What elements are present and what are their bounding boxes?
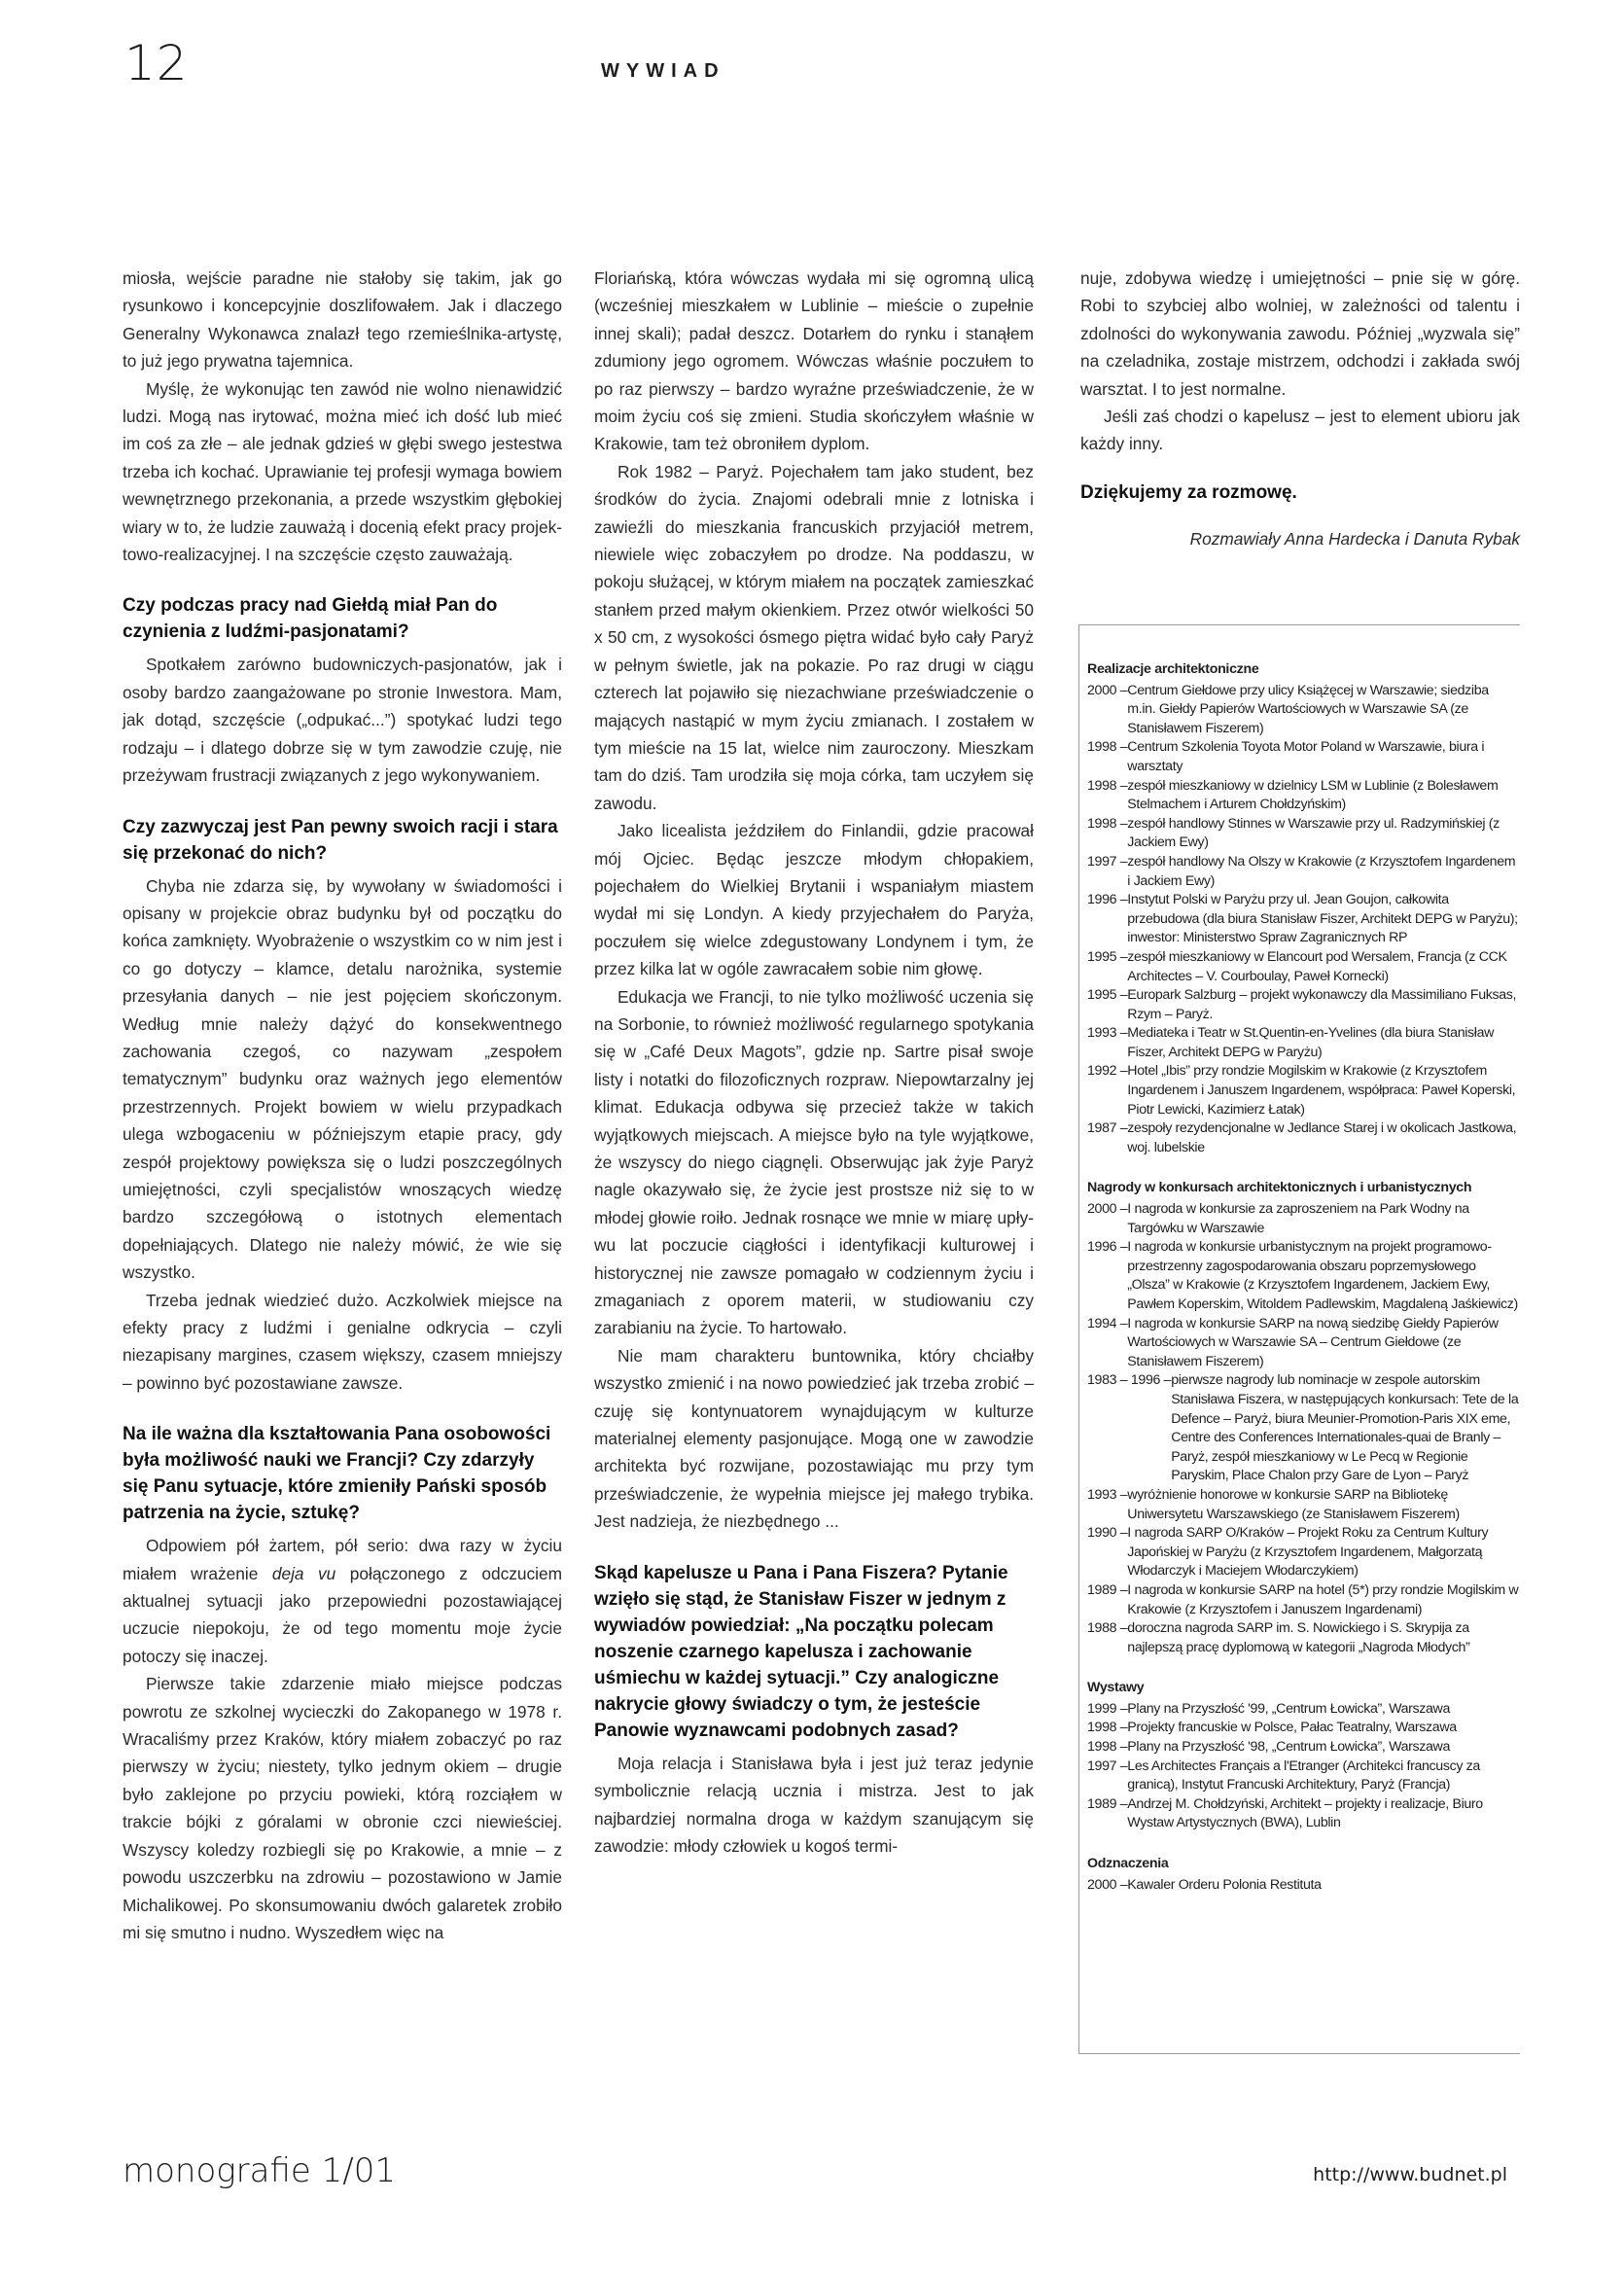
sidebar-item-text: Plany na Przyszłość '98, „Centrum Łowicka”, Warszawa (1127, 1739, 1450, 1756)
sidebar-item-year: 1993 – (1087, 1486, 1128, 1503)
answer-paragraph: Jeśli zaś chodzi o kapelusz – jest to element ubioru jak każdy inny. (1080, 407, 1520, 454)
sidebar-list-item (1087, 1719, 1520, 1738)
sidebar-item-text: zespół handlowy Na Olszy w Krakowie (z Krzysztofem Ingardenem i Jackiem Ewy) (1127, 853, 1516, 889)
closing-thanks: Dziękujemy za rozmowę. (1080, 481, 1297, 503)
section-label: WYWIAD (601, 60, 725, 82)
sidebar-list-item (1087, 1062, 1520, 1119)
sidebar-list-item (1087, 1795, 1520, 1833)
sidebar-item-text: zespół mieszkaniowy w Elancourt pod Wersalem, Francja (z CCK Architectes – V. Courboulay, Paweł Kornecki) (1127, 948, 1507, 984)
answer-paragraph: Rok 1982 – Paryż. Pojechałem tam jako student, bez środków do życia. Znajomi odebrali mnie z lotniska i zawieźli do mieszkania francuskich przyjaciół metrem, niewiele więc zobaczyłem po drodze. Na poddaszu, w pokoju służącej, w którym miałem na początek zamieszkać stanłem przed małym okienkiem. Przez otwór wielkości 50 x 50 cm, z wysokości ósmego piętra widać było cały Paryż w pełnym świetle, jak na pokazie. Po raz drugi w ciągu czterech lat pojawiło się niezachwiane przeświadczenie o mających nastąpić w mym życiu zmianach. I zostałem w tym mieście na 15 lat, wielce nim zauroczony. Mieszkam tam do dziś. Tam urodziła się moja córka, tam uczyłem się zawodu. (594, 461, 1034, 813)
article-column-3 (1080, 265, 1520, 552)
sidebar-item-text: Hotel „Ibis” przy rondzie Mogilskim w Krakowie (z Krzysztofem Ingardenem i Januszem Ingardenem, współpraca: Paweł Koperski, Piotr Lewicki, Kazimierz Łatak) (1127, 1063, 1516, 1118)
sidebar-section-title: Realizacje architektoniczne (1087, 661, 1259, 677)
sidebar-item-year: 1996 – (1087, 1239, 1128, 1256)
sidebar-item-text: pierwsze nagrody lub nominacje w zespole autorskim Stanisława Fiszera, w następujących konkursach: Tete de la Defence – Paryż, biura Meunier-Promotion-Paris XIX eme, Centre des Conferences Internationales-quai de Branly – Paryż, zespół mieszkaniowy w Le Pecq w Regionie Paryskim, Place Chalon przy Gare de Lyon – Paryż (1171, 1372, 1519, 1484)
sidebar-list-item (1087, 1119, 1520, 1157)
interview-question: Skąd kapelusze u Pana i Pana Fiszera? Pytanie wzięło się stąd, że Stanisław Fiszer w jednym z wywiadów powiedział: „Na początku polecam noszenie czarnego kapelusza i zachowanie uśmiechu w każdej sytuacji.” Czy analogiczne nakrycie głowy świadczy o tym, że jesteście Panowie wyznawcami podobnych zasad? (594, 1562, 1008, 1741)
sidebar-list-item (1087, 815, 1520, 853)
sidebar-item-year: 1998 – (1087, 1720, 1128, 1736)
paragraph-text: połączonego z odczuciem aktualnej sytuacji jako przepowiedni pozostawiającej uczucie niepokoju, że od tego momentu moje życie potoczy się inaczej. (123, 1563, 562, 1666)
sidebar-item-year: 1989 – (1087, 1795, 1128, 1812)
sidebar-section (1087, 1679, 1520, 1833)
sidebar-item-text: Plany na Przyszłość '99, „Centrum Łowicka”, Warszawa (1127, 1700, 1450, 1717)
sidebar-list-item (1087, 1200, 1520, 1238)
sidebar-list-item (1087, 1486, 1520, 1524)
sidebar-item-year: 1996 – (1087, 892, 1128, 908)
sidebar-item-year: 2000 – (1087, 1876, 1128, 1893)
sidebar-item-year: 1993 – (1087, 1025, 1128, 1042)
sidebar-item-text: Projekty francuskie w Polsce, Pałac Teatralny, Warszawa (1127, 1720, 1457, 1736)
sidebar-list-item (1087, 682, 1520, 739)
sidebar-list-item (1087, 853, 1520, 891)
sidebar-item-text: Les Architectes Français a l'Etranger (Architekci francuscy za granicą), Instytut Francuski Architektury, Paryż (Francja) (1127, 1757, 1480, 1793)
sidebar-section (1087, 1855, 1520, 1895)
sidebar-item-year: 1995 – (1087, 987, 1128, 1004)
sidebar-section (1087, 1179, 1520, 1657)
sidebar-item-text: Kawaler Orderu Polonia Restituta (1127, 1876, 1322, 1893)
answer-paragraph: Pierwsze takie zdarzenie miało miejsce podczas powrotu ze szkolnej wycieczki do Zakopanego w 1978 r. Wracaliśmy przez Kraków, który miałem zobaczyć po raz pierwszy w życiu; niestety, tylko jednym okiem – drugie było zaklejone po przyciu powieki, którą rozciąłem w trakcie bójki z góralami w obronie czci niewieściej. Wszyscy koledzy rozbiegli się po Krakowie, a mnie – z powodu uszczerbku na zdrowiu – pozostawiono w Jamie Michalikowej. Po skonsumowaniu dwóch galaretek zrobiło mi się smutno i nudno. Wyszedłem więc na (123, 1674, 562, 1942)
sidebar-list-item (1087, 1738, 1520, 1757)
sidebar-item-year: 1994 – (1087, 1315, 1128, 1331)
sidebar-item-text: zespół handlowy Stinnes w Warszawie przy ul. Radzymińskiej (z Jackiem Ewy) (1127, 815, 1500, 851)
article-column-2 (594, 265, 1034, 1860)
sidebar-item-text: Andrzej M. Chołdzyński, Architekt – projekty i realizacje, Biuro Wystaw Artystycznych (BWA), Lublin (1127, 1795, 1483, 1831)
sidebar-item-text: I nagroda w konkursie SARP na nową siedzibę Giełdy Papierów Wartościowych w Warszawie SA – Centrum Giełdowe (ze Stanisławem Fiszerem) (1127, 1315, 1499, 1369)
italic-phrase: deja vu (271, 1563, 336, 1583)
sidebar-item-year: 1983 – 1996 – (1087, 1372, 1172, 1389)
issue-label: monografie 1/01 (123, 2151, 396, 2190)
sidebar-list-item (1087, 1581, 1520, 1619)
sidebar-item-text: I nagroda w konkursie urbanistycznym na projekt programowo-przestrzenny zagospodarowania obszaru poprzemysłowego „Olsza” w Krakowie (z Krzysztofem Ingardenem, Jackiem Ewy, Pawłem Koperskim, Witoldem Padlewskim, Magdaleną Jaśkiewicz) (1127, 1239, 1518, 1312)
sidebar-item-year: 1989 – (1087, 1581, 1128, 1598)
sidebar-list-item (1087, 1238, 1520, 1314)
sidebar-item-text: Centrum Szkolenia Toyota Motor Poland w Warszawie, biura i warsztaty (1127, 739, 1485, 774)
sidebar-item-text: Instytut Polski w Paryżu przy ul. Jean Goujon, całkowita przebudowa (dla biura Stanisław Fiszer, Architekt DEPG w Paryżu); inwestor: Ministerstwo Spraw Zagranicznych RP (1127, 892, 1518, 946)
answer-paragraph: Nie mam charakteru buntownika, który chciałby wszystko zmienić i na nowo powiedzieć jak trzeba zrobić – czuję się kontynuatorem wynajdującym w kulturze materialnej elementy pasjonujące. Mogą one w zawodzie architekta być rozwijane, pozostawiając mu przy tym przeświadczenie, że wypełnia miejsce jej małego trybika. Jest nadzieja, że niezbędnego ... (594, 1345, 1034, 1532)
article-column-1 (123, 265, 562, 1946)
answer-paragraph: Spotkałem zarówno budowniczych-pasjonatów, jak i osoby bardzo zaangażowane po stronie Inwestora. Mam, jak dotąd, szczęście („odpukać...”) spotykać ludzi tego rodzaju – i dlatego dobrze się w tym zawodzie czuję, nie przeżywam frustracji związanych z jego wykonywaniem. (123, 655, 562, 786)
sidebar-item-year: 2000 – (1087, 682, 1128, 698)
answer-paragraph: Edukacja we Francji, to nie tylko możliwość uczenia się na Sorbonie, to również możliwość regularnego spotykania się w „Café Deux Magots”, gdzie np. Sartre pisał swoje listy i notatki do filozoficznych rozpraw. Niepowtarzalny jej klimat. Edukacja odbywa się przecież także w takich wyjątkowych miejscach. A miejsce było na tyle wyjątkowe, że wszyscy do niego ciągnęli. Obserwując jak żyje Paryż nagle okazywało się, że życie jest prostsze niż się to w młodej głowie roiło. Jednak rosnące we mnie w miarę upływu lat poczucie ciągłości i identyfikacji kulturowej i historycznej nie zawsze pomagało w codziennym życiu i zmaganiach z oporem materii, w studiowaniu czy zarabianiu na życie. To hartowało. (594, 986, 1034, 1338)
sidebar-list-item (1087, 1619, 1520, 1657)
sidebar-item-year: 1987 – (1087, 1120, 1128, 1137)
sidebar-item-year: 1992 – (1087, 1063, 1128, 1080)
sidebar-item-year: 1998 – (1087, 1739, 1128, 1756)
sidebar-section-title: Odznaczenia (1087, 1856, 1169, 1872)
answer-paragraph: Chyba nie zdarza się, by wywołany w świadomości i opisany w projekcie obraz budynku był od początku do końca zamknięty. Wyobrażenie o wszystkim co w nim jest i co go dotyczy – klamce, detalu narożnika, systemie przesyłania danych – nie jest pojęciem skończonym. Według mnie należy dążyć do konsekwentnego zachowania czegoś, co nazywam „zespołem tematycznym” budynku oraz ważnych jego elementów przestrzennych. Projekt bowiem w wielu przypadkach ulega wzbogaceniu w późniejszym etapie pracy, gdy zespół projektowy powiększa się o ludzi poszczególnych umiejętności, czyli specjalistów wnoszących wiedzę bardzo szczegółową o istotnych elementach dopełniających. Dlatego nie należy mówić, że wie się wszystko. (123, 875, 562, 1283)
sidebar-item-year: 1995 – (1087, 948, 1128, 965)
answer-paragraph: Moja relacja i Stanisława była i jest już teraz jedynie symbolicznie relacją ucznia i mistrza. Jest to jak najbardziej normalna droga w każdym szanującym się zawodzie: młody człowiek u kogoś termi- (594, 1753, 1034, 1856)
sidebar-item-text: I nagroda w konkursie SARP na hotel (5*) przy rondzie Mogilskim w Krakowie (z Krzysztofem i Januszem Ingardenami) (1127, 1581, 1519, 1617)
interview-question: Na ile ważna dla kształtowania Pana osobowości była możliwość nauki we Francji? Czy zdarzyły się Panu sytuacje, które zmieniły Pański sposób patrzenia na życie, sztukę? (123, 1424, 551, 1524)
sidebar-item-year: 1990 – (1087, 1525, 1128, 1542)
answer-paragraph (123, 1532, 562, 1670)
sidebar-section-title: Wystawy (1087, 1680, 1145, 1696)
sidebar-item-text: zespół mieszkaniowy w dzielnicy LSM w Lublinie (z Bolesławem Stelmachem i Arturem Chołdzyńskim) (1127, 777, 1499, 813)
sidebar-list-item (1087, 1876, 1520, 1896)
sidebar-item-text: Centrum Giełdowe przy ulicy Książęcej w Warszawie; siedziba m.in. Giełdy Papierów Wartościowych w Warszawie SA (ze Stanisławem Fiszerem) (1127, 682, 1489, 736)
sidebar-list-item (1087, 777, 1520, 815)
sidebar-section (1087, 660, 1520, 1157)
sidebar-item-year: 1998 – (1087, 777, 1128, 794)
sidebar-item-text: Europark Salzburg – projekt wykonawczy dla Massimiliano Fuksas, Rzym – Paryż. (1127, 987, 1517, 1022)
sidebar-item-year: 2000 – (1087, 1201, 1128, 1218)
sidebar-item-year: 1997 – (1087, 1757, 1128, 1774)
interviewers-credit: Rozmawiały Anna Hardecka i Danuta Rybak (1189, 528, 1520, 549)
answer-paragraph: miosła, wejście paradne nie stałoby się takim, jak go rysunkowo i koncepcyjnie doszlifowałem. Jak i dlaczego Generalny Wykonawca znalazł tego rzemieślnika-artystę, to już jego prywatna tajemnica. (123, 268, 562, 372)
interview-question: Czy podczas pracy nad Giełdą miał Pan do czynienia z ludźmi-pasjonatami? (123, 595, 498, 643)
sidebar-list-item (1087, 1757, 1520, 1795)
sidebar-list-item (1087, 986, 1520, 1024)
answer-paragraph: Jako licealista jeździłem do Finlandii, gdzie pracował mój Ojciec. Będąc jeszcze młodym chłopakiem, pojechałem do Wielkiej Brytanii i wspaniałym miastem wydał mi się Londyn. A kiedy przyjechałem do Paryża, poczułem się wielce zdegustowany Londynem i tym, że przez kilka lat w ogóle zawracałem sobie nim głowę. (594, 821, 1034, 979)
sidebar-list-item (1087, 1700, 1520, 1720)
sidebar-item-text: Mediateka i Teatr w St.Quentin-en-Yvelines (dla biura Stanisław Fiszer, Architekt DEPG w Paryżu) (1127, 1025, 1495, 1060)
answer-paragraph: Floriańską, która wówczas wydała mi się ogromną ulicą (wcześniej mieszkałem w Lublinie – mieście o zupełnie innej skali); padał deszcz. Dotarłem do rynku i stanąłem zdumiony jego ogromem. Wówczas właśnie poczułem to po raz pierwszy – bardzo wyraźne przeświadczenie, że w moim życiu coś się zmieni. Studia skończyłem właśnie w Krakowie, tam też obroniłem dyplom. (594, 268, 1034, 454)
sidebar-item-year: 1997 – (1087, 853, 1128, 870)
sidebar-list-item (1087, 1371, 1520, 1486)
sidebar-item-year: 1998 – (1087, 815, 1128, 832)
website-url: http://www.budnet.pl (1313, 2164, 1507, 2185)
sidebar-list-item (1087, 948, 1520, 986)
sidebar-list-item (1087, 738, 1520, 776)
sidebar-item-text: doroczna nagroda SARP im. S. Nowickiego i S. Skrypija za najlepszą pracę dyplomową w kategorii „Nagroda Młodych” (1127, 1620, 1470, 1655)
sidebar-item-year: 1988 – (1087, 1620, 1128, 1637)
sidebar-item-text: I nagroda w konkursie za zaproszeniem na Park Wodny na Targówku w Warszawie (1127, 1201, 1469, 1236)
sidebar-item-text: zespoły rezydencjonalne w Jedlance Starej i w okolicach Jastkowa, woj. lubelskie (1127, 1120, 1517, 1155)
sidebar-list-item (1087, 891, 1520, 948)
sidebar-list-item (1087, 1315, 1520, 1372)
sidebar-section-title: Nagrody w konkursach architektonicznych i urbanistycznych (1087, 1180, 1472, 1196)
sidebar-item-year: 1998 – (1087, 739, 1128, 756)
sidebar-list-item (1087, 1024, 1520, 1062)
answer-paragraph: nuje, zdobywa wiedzę i umiejętności – pnie się w górę. Robi to szybciej albo wolniej, w zależności od talentu i zdolności do wykonywania zawodu. Później „wyzwala się” na czeladnika, zostaje mistrzem, odchodzi i zakłada swój warsztat. I to jest normalne. (1080, 268, 1520, 399)
biography-sidebar (1078, 624, 1520, 2054)
sidebar-item-text: wyróżnienie honorowe w konkursie SARP na Bibliotekę Uniwersytetu Warszawskiego (ze Stanisławem Fiszerem) (1127, 1486, 1460, 1522)
answer-paragraph: Myślę, że wykonując ten zawód nie wolno nienawidzić ludzi. Mogą nas irytować, można mieć ich dość lub mieć im coś za złe – ale jednak gdzieś w głębi swego jestestwa trzeba ich kochać. Uprawianie tej profesji wymaga bowiem wewnętrznego przekonania, a przede wszystkim głębokiej wiary w to, że ludzie zauważą i docenią efekt pracy projektowo-realizacyjnej. I na szczęście często zauważają. (123, 378, 562, 565)
paragraph-text: Odpowiem pół żartem, pół serio: dwa razy w życiu miałem wrażenie (123, 1536, 562, 1583)
answer-paragraph: Trzeba jednak wiedzieć dużo. Aczkolwiek miejsce na efekty pracy z ludźmi i genialne odkrycia – czyli niezapisany margines, czasem większy, czasem mniejszy – powinno być pozostawiane zawsze. (123, 1290, 562, 1393)
page-number: 12 (124, 35, 189, 91)
interview-question: Czy zazwyczaj jest Pan pewny swoich racji i stara się przekonać do nich? (123, 816, 558, 864)
sidebar-list-item (1087, 1524, 1520, 1581)
sidebar-item-year: 1999 – (1087, 1700, 1128, 1717)
sidebar-item-text: I nagroda SARP O/Kraków – Projekt Roku za Centrum Kultury Japońskiej w Paryżu (z Krzysztofem Ingardenem, Małgorzatą Włodarczyk i Maciejem Włodarczykiem) (1127, 1525, 1489, 1580)
